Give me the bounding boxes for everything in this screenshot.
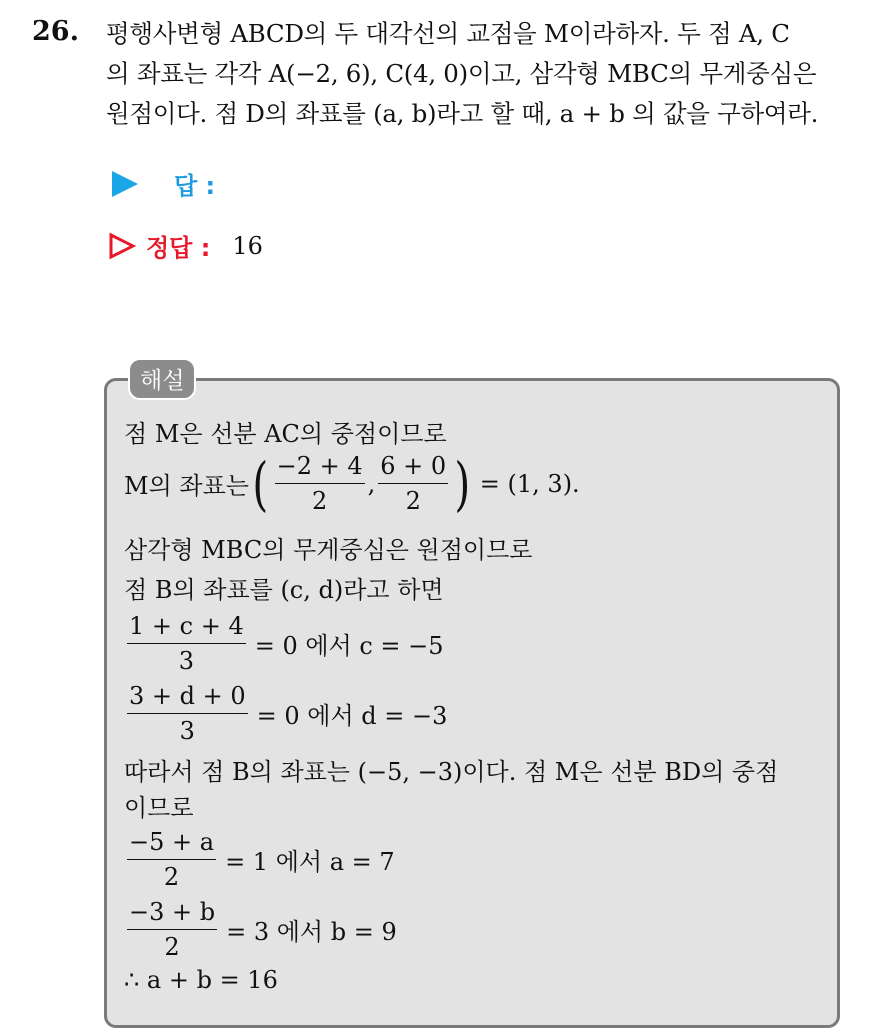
fraction-numerator: 6 + 0 [380,452,447,480]
answer-row [108,166,215,201]
question-text [106,14,866,134]
fraction-denominator: 3 [179,717,195,745]
equation-d [124,682,447,745]
fraction [127,612,246,675]
equation-a [124,828,395,891]
fraction [127,682,248,745]
fraction [275,452,365,515]
fraction [127,898,217,961]
correct-answer-label: 정답 : [146,234,211,262]
solution-line-5: 따라서 점 B의 좌표는 (−5, −3)이다. 점 M은 선분 BD의 중점 [124,758,779,786]
comma: , [367,469,376,498]
fraction-numerator: −3 + b [129,898,216,926]
equation-rest: = 0 에서 c = −5 [254,632,444,660]
right-paren: ) [454,449,471,518]
equation-rest: = 0 에서 d = −3 [256,702,448,730]
play-triangle-icon [112,171,138,197]
outline-triangle-icon [108,232,136,260]
fraction-denominator: 2 [311,487,328,515]
fraction-denominator: 2 [164,933,180,961]
equation-b [124,898,397,961]
solution-tag: 해설 [128,358,196,400]
fraction-numerator: 3 + d + 0 [129,682,246,710]
question-line-1: 평행사변형 ABCD의 두 대각선의 교점을 M이라하자. 두 점 A, C [106,19,790,48]
midpoint-result: = (1, 3). [479,469,580,498]
correct-answer-value: 16 [232,231,263,260]
midpoint-prefix: M의 좌표는 [124,472,249,500]
question-line-2: 의 좌표는 각각 A(−2, 6), C(4, 0)이고, 삼각형 MBC의 무게중심은 [106,59,817,88]
question-number: 26. [32,16,79,47]
fraction-numerator: 1 + c + 4 [129,612,244,640]
fraction-numerator: −5 + a [129,828,215,856]
fraction-denominator: 3 [178,647,194,675]
midpoint-equation [124,449,580,518]
solution-line-4: 점 B의 좌표를 (c, d)라고 하면 [124,576,444,604]
solution-line-1: 점 M은 선분 AC의 중점이므로 [124,420,447,448]
answer-label: 답 : [174,172,216,200]
solution-line-6: 이므로 [124,794,194,822]
equation-rest: = 1 에서 a = 7 [225,848,395,876]
fraction-denominator: 2 [405,487,421,515]
equation-c [124,612,444,675]
left-paren: ( [252,449,269,518]
equation-rest: = 3 에서 b = 9 [226,918,397,946]
fraction [378,452,448,515]
solution-line-3: 삼각형 MBC의 무게중심은 원점이므로 [124,536,533,564]
fraction-denominator: 2 [163,863,180,891]
fraction-numerator: −2 + 4 [276,452,363,480]
final-answer-line: ∴ a + b = 16 [124,966,278,994]
fraction [127,828,216,891]
correct-answer-row [108,228,263,263]
question-line-3: 원점이다. 점 D의 좌표를 (a, b)라고 할 때, a + b 의 값을 구하여라. [106,99,819,128]
